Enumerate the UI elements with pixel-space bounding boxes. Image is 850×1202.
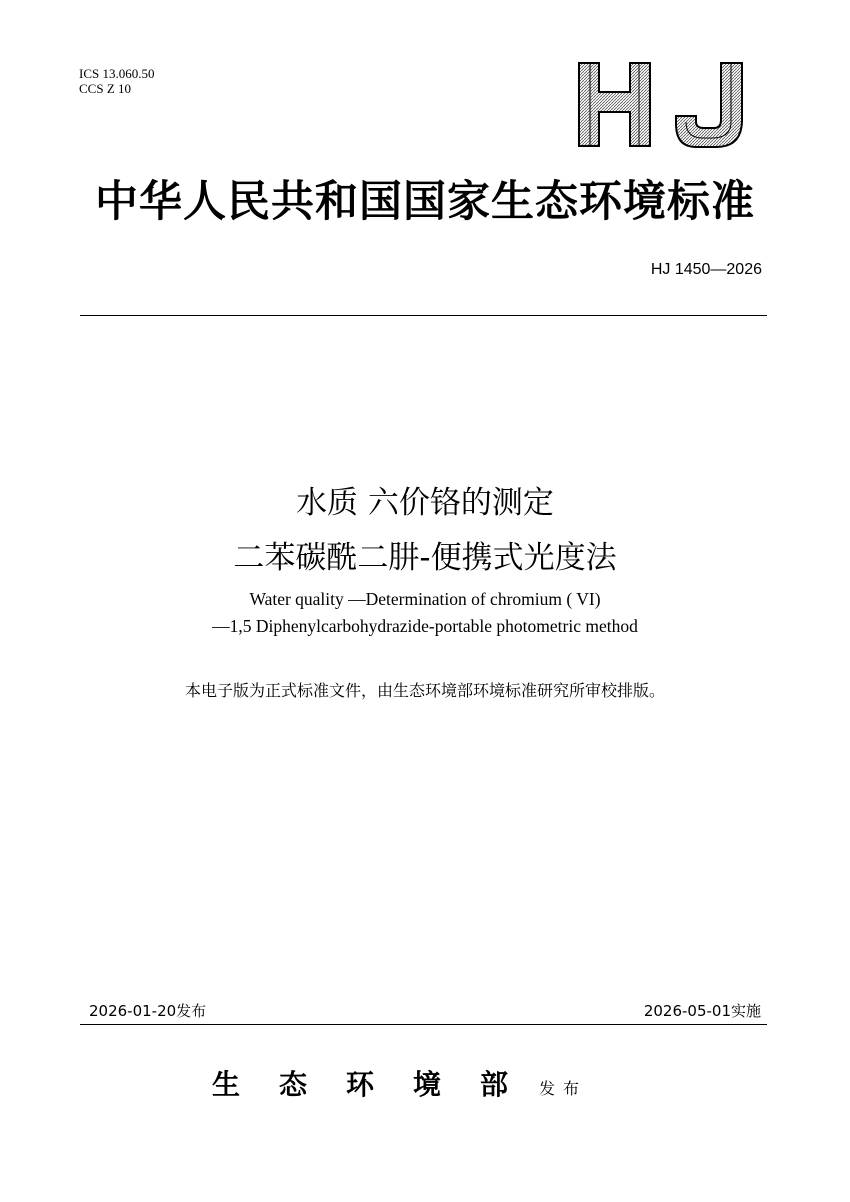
release-date: 2026-01-20发布 xyxy=(89,1002,207,1020)
ccs-code: CCS Z 10 xyxy=(79,81,132,96)
title-en-line2: —1,5 Diphenylcarbohydrazide-portable photometric method xyxy=(212,616,638,636)
title-en-line1: Water quality —Determination of chromium ( VI) xyxy=(249,589,601,609)
issuer-name: 生态环境部 xyxy=(212,1068,548,1101)
standard-number: HJ 1450—2026 xyxy=(650,261,762,278)
issuer-row xyxy=(212,1063,587,1103)
ics-code: ICS 13.060.50 xyxy=(79,66,155,81)
hj-logo-icon xyxy=(578,62,748,152)
title-zh-line2: 二苯碳酰二肼-便携式光度法 xyxy=(233,540,617,576)
classification-codes xyxy=(79,66,154,96)
logo-letter-j xyxy=(676,63,742,147)
effective-date: 2026-05-01实施 xyxy=(643,1002,761,1020)
header-divider xyxy=(80,315,767,316)
standard-category: 中华人民共和国国家生态环境标准 xyxy=(95,177,755,227)
electronic-edition-notice: 本电子版为正式标准文件，由生态环境部环境标准研究所审校排版。 xyxy=(184,681,665,700)
issue-verb: 发布 xyxy=(539,1079,588,1098)
footer-divider xyxy=(80,1024,767,1025)
title-zh-line1: 水质 六价铬的测定 xyxy=(296,485,554,521)
hj-logo-svg xyxy=(578,62,748,148)
